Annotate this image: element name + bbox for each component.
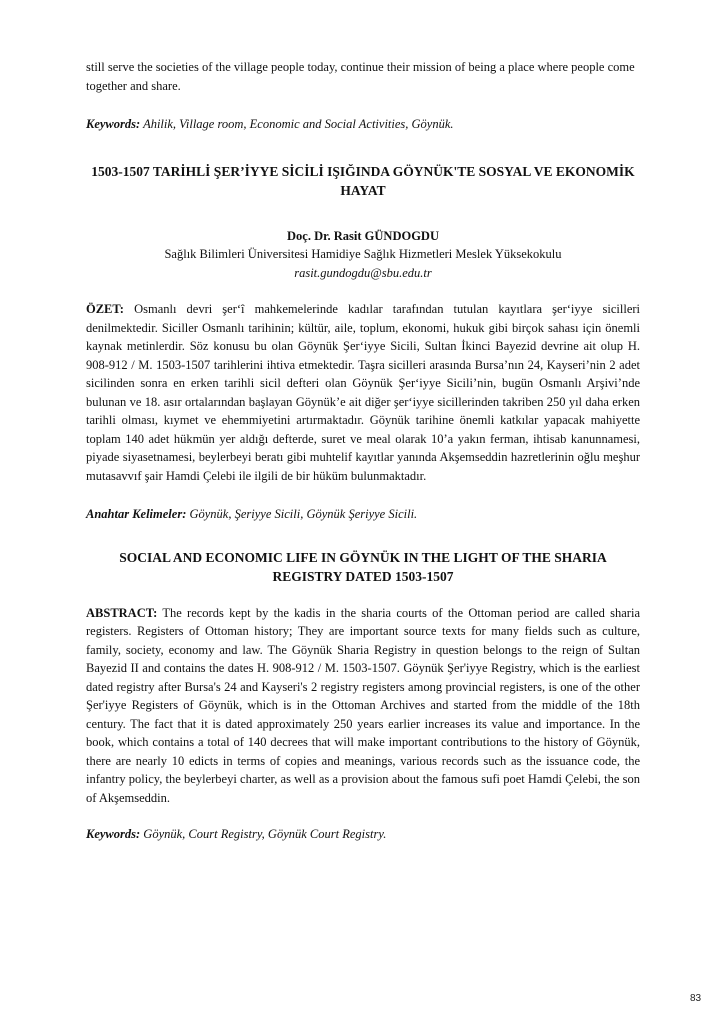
keywords-top (86, 115, 640, 134)
page-content (86, 58, 640, 844)
ozet-paragraph (86, 300, 640, 485)
keywords-top-value: Ahilik, Village room, Economic and Social Activities, Göynük. (140, 117, 454, 131)
keywords-bottom-value: Göynük, Court Registry, Göynük Court Registry. (140, 827, 387, 841)
keywords-top-label: Keywords: (86, 117, 141, 131)
ozet-text: Osmanlı devri şer‘î mahkemelerinde kadılar tarafından tutulan kayıtlara şer‘iyye sicilleri denilmektedir. Siciller Osmanlı tarihinin; kültür, aile, toplum, ekonomi, hukuk gibi birçok sahası için önemli kaynak metinlerdir. Söz konusu bu olan Göynük Şer‘iyye Sicili, Sultan İkinci Bayezid devrine ait olup H. 908-912 / M. 1503-1507 tarihlerini ihtiva etmektedir. Taşra sicilleri arasında Bursa’nın 24, Kayseri’nin 2 adet sicilinden sonra en erken tarihli sicil defteri olan Göynük Şer‘iyye Sicili’nin, bugün Osmanlı Arşivi’nde bulunan ve 18. asır ortalarından başlayan Göynük’e ait diğer şer‘iyye sicillerinden takriben 250 yıl daha erken tarihli olması, kıymet ve ehemmiyetini artırmaktadır. Göynük tarihine önemli katkılar yapacak mahiyette toplam 140 adet hükmün yer aldığı defterde, suret ve meal olarak 10’a yakın ferman, ihtisab kanunnamesi, piyade siyasetnamesi, beylerbeyi beratı gibi muhtelif kayıtlar yanında Akşemseddin hazretlerinin oğlu meşhur mutasavvıf şair Hamdi Çelebi ile ilgili de bir hüküm bulunmaktadır. (86, 302, 640, 483)
author-email: rasit.gundogdu@sbu.edu.tr (294, 265, 432, 280)
anahtar-value: Göynük, Şeriyye Sicili, Göynük Şeriyye Sicili. (186, 507, 418, 521)
page-number: 83 (690, 993, 702, 1004)
abstract-text: The records kept by the kadis in the sharia courts of the Ottoman period are called sharia registers. Registers of Ottoman history; They are important source texts for many fields such as culture, family, society, economy and law. The Göynük Sharia Registry in question belongs to the reign of Sultan Bayezid II and contains the dates H. 908-912 / M. 1503-1507. Göynük Şer'iyye Registry, which is the earliest dated registry after Bursa's 24 and Kayseri's 2 registry registers among provincial registers, is one of the other Şer'iyye Registers of Göynük, which is in the Ottoman Archives and started from the middle of the 18th century. The fact that it is dated approximately 250 years earlier increases its value and importance. In the book, which contains a total of 140 decrees that will make important contributions to the history of Göynük, there are nearly 10 edicts in terms of copies and meanings, various records such as the issuance code, the infantry policy, the beylerbeyi charter, as well as a provision about the famous sufi poet Hamdi Çelebi, the son of Akşemseddin. (86, 605, 640, 805)
keywords-bottom (86, 825, 640, 844)
abstract-label: ABSTRACT: (86, 605, 158, 620)
anahtar-label: Anahtar Kelimeler: (86, 507, 187, 521)
author-affiliation: Sağlık Bilimleri Üniversitesi Hamidiye Sağlık Hizmetleri Meslek Yüksekokulu (164, 247, 562, 261)
turkish-title: 1503-1507 TARİHLİ ŞER’İYYE SİCİLİ IŞIĞINDA GÖYNÜK'TE SOSYAL VE EKONOMİK HAYAT (91, 163, 635, 198)
author-block (86, 227, 640, 283)
english-title: SOCIAL AND ECONOMIC LIFE IN GÖYNÜK IN THE LIGHT OF THE SHARIA REGISTRY DATED 1503-1507 (119, 549, 607, 584)
anahtar-kelimeler (86, 505, 640, 524)
abstract-paragraph (86, 604, 640, 808)
keywords-bottom-label: Keywords: (86, 827, 141, 841)
author-name: Doç. Dr. Rasit GÜNDOGDU (287, 228, 439, 243)
ozet-label: ÖZET: (86, 302, 124, 316)
intro-paragraph: still serve the societies of the village people today, continue their mission of being a place where people come together and share. (86, 60, 635, 93)
